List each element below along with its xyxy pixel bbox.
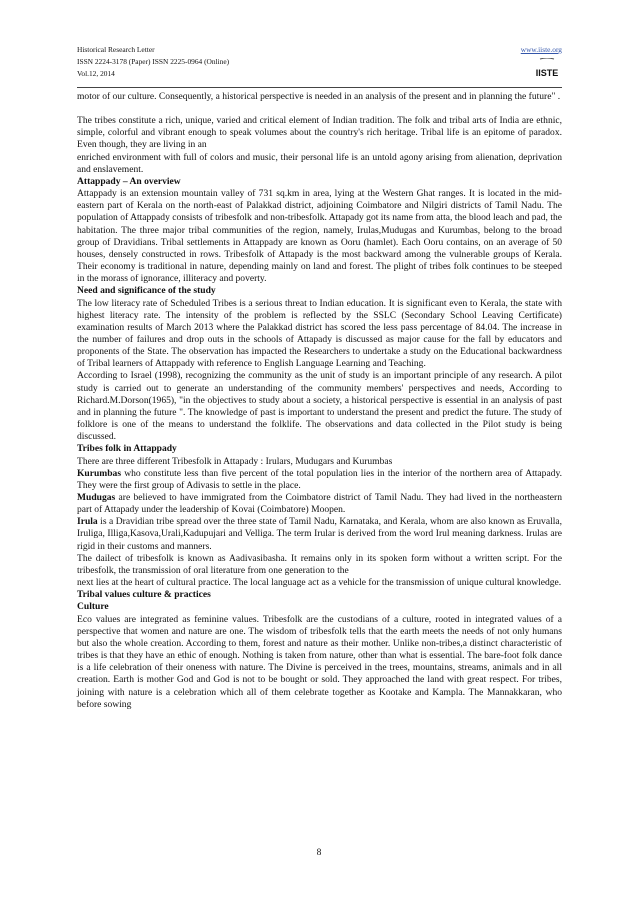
page-number: 8 — [316, 848, 322, 858]
paragraph-text: is a Dravidian tribe spread over the three state of Tamil Nadu, Karnataka, and Kerala, whom are also known as Eruvalla, Iruliga, Illiga,Kasova,Urali,Kadupujari and Velliga. The term Irular is derived from the word Irul meaning darkness. Irulas are rigid in their customs and manners. — [77, 516, 562, 552]
paragraph-gap — [77, 103, 562, 115]
paragraph: Attappady is an extension mountain valley of 731 sq.km in area, lying at the Western Ghat ranges. It is located in the mid-eastern part of Kerala on the north-east of Palakkad district, adjoining Coimbatore and Nilgiri districts of Tamil Nadu. The population of Attappady consists of tribesfolk and non-tribesfolk. Attapady got its name from atta, the blood leach and pad, the habitation. The three major tribal communities of the region, namely, Irulas,Mudugas and Kurumbas, belong to the broad group of Dravidians. Tribal settlements in Attappady are known as Ooru (hamlet). Each Ooru contains, on an average of 50 houses, densely constructed in rows. Tribesfolk of Attapady is the most backward among the vulnerable groups of Kerala. Their economy is traditional in nature, depending mainly on land and forest. The plight of tribes folk continues to be steeped in the morass of ignorance, illiteracy and poverty. — [77, 188, 562, 285]
section-heading: Tribes folk in Attappady — [77, 443, 177, 455]
paragraph: motor of our culture. Consequently, a historical perspective is needed in an analysis of the present and in planning the future" . — [77, 91, 561, 102]
header-rule — [77, 87, 562, 88]
journal-info — [77, 44, 229, 80]
issn-line: ISSN 2224-3178 (Paper) ISSN 2225-0964 (Online) — [77, 57, 230, 66]
term-irula: Irula — [77, 516, 98, 528]
iiste-logo — [534, 58, 560, 80]
journal-url-link[interactable]: www.iiste.org — [520, 45, 562, 54]
paragraph: Eco values are integrated as feminine values. Tribesfolk are the custodians of a culture, rooted in integrated values of a perspective that women and nature are one. The wisdom of tribesfolk tells that the earth meets the needs of not only humans but also the whole creation. According to them, forest and nature as their mother. Unlike non-tribes,a distinct characteristic of tribes is that they have an ethic of enough. Nothing is taken from nature, other than what is essential. The bare-foot folk dance is a life celebration of their oneness with nature. The Divine is perceived in the trees, mountains, streams, animals and in all creation. Earth is mother God and God is not to be bought or sold. They approached the land with great respect. For tribes, joining with nature is a celebration which all of them celebrate together as Kootake and Kampla. The Mannakkaran, who before sowing — [77, 613, 562, 710]
journal-title: Historical Research Letter — [77, 45, 155, 54]
paragraph — [77, 468, 562, 492]
paragraph: There are three different Tribesfolk in Attapady : Irulars, Mudugars and Kurumbas — [77, 455, 393, 467]
paragraph: enriched environment with full of colors and music, their personal life is an untold agony arising from alienation, deprivation and enslavement. — [77, 151, 562, 175]
paragraph: next lies at the heart of cultural practice. The local language act as a vehicle for the transmission of unique cultural knowledge. — [77, 577, 562, 589]
paragraph-text: who constitute less than five percent of the total population lies in the interior of the northern area of Attapady. They were the first group of Adivasis to settle in the place. — [77, 467, 562, 491]
running-header — [77, 44, 562, 84]
paragraph: The low literacy rate of Scheduled Tribes is a serious threat to Indian education. It is significant even to Kerala, the state with highest literacy rate. The intensity of the problem is reflected by the SSLC (Secondary School Leaving Certificate) examination results of March 2013 where the Palakkad district has scored the less pass percentage of 84.04. The increase in the number of failures and drop outs in the schools of Attapady is discussed as major cause for the fall by educators and proponents of the State. The observation has impacted the Researchers to undertake a study on the Educational backwardness of Tribal learners of Attappady with reference to English Language Learning and Teaching. — [77, 297, 562, 370]
article-body — [77, 91, 562, 711]
section-heading: Attappady – An overview — [77, 175, 181, 187]
paragraph: The tribes constitute a rich, unique, varied and critical element of Indian tradition. The folk and tribal arts of India are ethnic, simple, colorful and vibrant enough to speak volumes about the country's rich heritage. Tribal life is an epitome of paradox. Even though, they are living in an — [77, 115, 562, 151]
paragraph: The dailect of tribesfolk is known as Aadivasibasha. It remains only in its spoken form without a written script. For the tribesfolk, the transmission of oral literature from one generation to the — [77, 552, 562, 576]
section-heading: Need and significance of the study — [77, 285, 216, 297]
term-kurumbas: Kurumbas — [77, 467, 122, 479]
paragraph: According to Israel (1998), recognizing the community as the unit of study is an important principle of any research. A pilot study is carried out to generate an understanding of the community members' perspectives and needs, According to Richard.M.Dorson(1965), "in the objectives to study about a society, a historical perspective is essential in an analysis of past and in planning the future ". The knowledge of past is important to understand the present and predict the future. The study of folklore is one of the means to understand the folklife. The observations and data collected in the Pilot study is being discussed. — [77, 370, 562, 443]
volume-line: Vol.12, 2014 — [77, 69, 115, 78]
paragraph — [77, 516, 562, 552]
section-heading: Tribal values culture & practices — [77, 589, 211, 601]
term-mudugas: Mudugas — [77, 492, 116, 503]
paragraph-text: are believed to have immigrated from the Coimbatore district of Tamil Nadu. They had lived in the northeastern part of Attapady under the leadership of Kovai (Coimbatore) Moopen. — [77, 492, 562, 516]
paragraph — [77, 492, 562, 516]
svg-text:IISTE: IISTE — [535, 68, 559, 78]
subsection-heading: Culture — [77, 601, 109, 613]
